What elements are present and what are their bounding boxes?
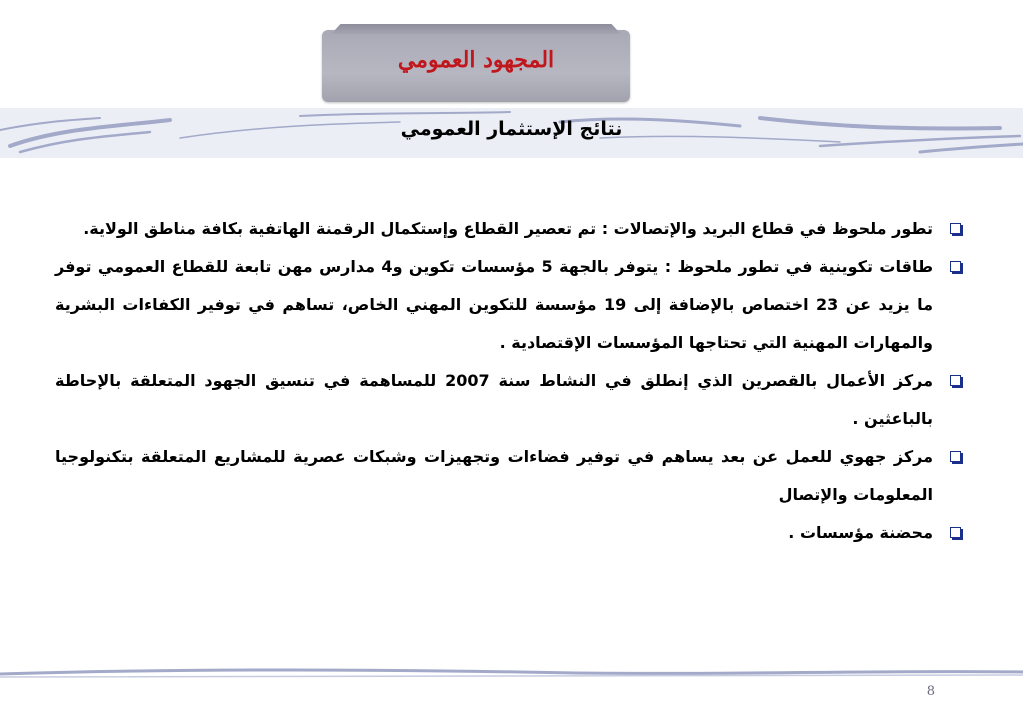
list-item [55,248,965,362]
slide-title: المجهود العمومي [397,47,555,73]
page-number: 8 [926,684,935,699]
list-item [55,438,965,514]
list-item-text: تطور ملحوظ في قطاع البريد والإتصالات : تم تعصير القطاع وإستكمال الرقمنة الهاتفية بكافة مناطق الولاية. [83,219,933,238]
list-item-text: محضنة مؤسسات . [788,523,933,542]
bullet-list [55,210,965,552]
list-item-text: طاقات تكوينية في تطور ملحوظ : يتوفر بالجهة 5 مؤسسات تكوين و4 مدارس مهن تابعة للقطاع العمومي توفر ما يزيد عن 23 اختصاص بالإضافة إلى 19 مؤسسة للتكوين المهني الخاص، تساهم في توفير الكفاءات البشرية والمهارات المهنية التي تحتاجها المؤسسات الإقتصادية . [55,257,934,352]
list-item [55,210,965,248]
title-tab [322,30,630,102]
list-item-text: مركز جهوي للعمل عن بعد يساهم في توفير فضاءات وتجهيزات وشبكات عصرية للمشاريع المتعلقة بتكنولوجيا المعلومات والإتصال [55,447,933,504]
square-bullet-icon [950,527,961,538]
square-bullet-icon [950,451,961,462]
square-bullet-icon [950,261,961,272]
list-item [55,514,965,552]
slide-subtitle: نتائج الإستثمار العمومي [400,118,623,140]
list-item [55,362,965,438]
list-item-text: مركز الأعمال بالقصرين الذي إنطلق في النشاط سنة 2007 للمساهمة في تنسيق الجهود المتعلقة بالإحاطة بالباعثين . [55,371,934,428]
square-bullet-icon [950,223,961,234]
square-bullet-icon [950,375,961,386]
bottom-divider [0,664,1023,684]
